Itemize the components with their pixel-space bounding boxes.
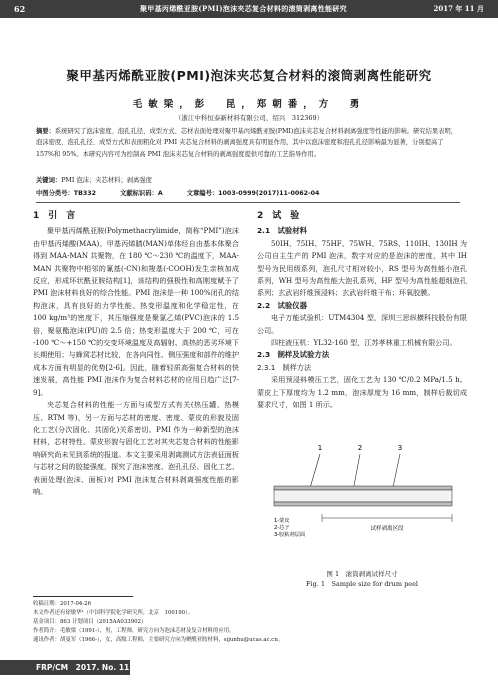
legend-core: 2-芯子 (274, 525, 290, 531)
keywords-label: 关键词： (36, 177, 62, 184)
top-skin (274, 486, 452, 490)
abstract-label: 摘要： (36, 128, 55, 135)
footnote-received: 收稿日期：2017-04-26 (33, 601, 92, 607)
section-2-1-heading: 2.1 试验材料 (257, 226, 308, 236)
intro-paragraph-2: 夹芯复合材料的性能一方面与成型方式有关(热压罐、热模压、RTM 等)，另一方面与芯材的密度、密度、蒙皮的形貌及固化工艺(分次固化、共固化)关系密切。PMI 作为一种新型的泡沫材料，芯材特性、蒙皮形貌与固化工艺对其夹芯复合材料的性能影响研究尚未见到系统的报道。本文主要采用剥离测试方法表征面板与芯材之间的胶接强度，探究了泡沫密度、泡孔孔径、固化工艺、表面处理(泡沫、面板)对 PMI 泡沫复合材料剥离强度性能的影响。 (33, 400, 239, 496)
footnote-coauthor: 本文作者还有徐敏华¹（中国科学院化学研究所，北京 100190）。 (33, 610, 194, 616)
running-title: 聚甲基丙烯酰亚胺(PMI)泡沫夹芯复合材料的滚筒剥离性能研究 (140, 4, 347, 13)
instrument-paragraph-1: 电子万能试验机：UTM4304 型，深圳三思纵横科技股份有限公司。 (257, 313, 467, 335)
footnote-funding: 基金项目：863 计划项目（2015AA033902） (33, 619, 147, 625)
abstract-text: 系统研究了泡沫密度、泡孔孔径、成型方式、芯材表面处理对聚甲基丙烯酰亚胺(PMI)泡沫夹芯复合材料剥离强度等性能的影响。研究结果表明，泡沫密度、泡孔孔径、成型方式和表面粗化对 PMI 夹芯复合材料的剥离强度具有明显作用，其中以泡沫密度和泡孔孔径影响最为显著，分别提高了 157%和 95%。本研究内容可为控制高 PMI 泡沫夹芯复合材料的剥离强度提供可靠的工艺指导作用。 (36, 128, 458, 158)
footnote-author-bio: 作者简介：毛敏梁（1991-），男，工程师，研究方向为泡沫芯材及复合材料的应用。 (33, 628, 235, 634)
sample-prep-paragraph: 采用预浸料模压工艺，固化工艺为 130 ℃/0.2 MPa/1.5 h。蒙皮上下厚度均为 1.2 mm，泡沫厚度为 16 mm，制样后裁切成要求尺寸，如图 1 所示。 (257, 375, 467, 410)
affiliation: （浙江中科恒泰新材料有限公司，绍兴 312369） (174, 114, 324, 122)
article-title: 聚甲基丙烯酰亚胺(PMI)泡沫夹芯复合材料的滚筒剥离性能研究 (66, 68, 432, 83)
callout-2: 2 (357, 444, 363, 452)
section-2-3-heading: 2.3 制样及试验方法 (257, 350, 330, 360)
peel-region-label: 试样剥离区段 (370, 526, 404, 532)
keywords (36, 175, 460, 184)
classification-line (36, 188, 460, 197)
figure-caption-cn: 图 1 滚筒剥离试样尺寸 (326, 570, 398, 578)
instrument-paragraph-2: 四柱液压机：YL32-160 型，江苏孝林重工机械有限公司。 (271, 338, 457, 348)
section-1-heading: 1 引 言 (33, 211, 76, 221)
footnote-contact: 通讯作者：胡曼军（1966-），女，高级工程师，主要研究方向为聚酰亚胺材料，sijunhu@ucas.ac.cn。 (33, 637, 284, 643)
abstract-divider (36, 202, 460, 203)
keywords-text: PMI 泡沫；夹芯材料；剥离强度 (61, 177, 152, 184)
author-list: 毛敏梁，彭 昆，郑朝番，方 勇 (132, 99, 366, 110)
callout-1: 1 (317, 444, 323, 452)
clc-number: 中图分类号：TB332 (36, 190, 97, 197)
legend-adhesive: 3-胶粘剂层面 (274, 532, 306, 538)
figure-caption (257, 569, 467, 589)
section-2-heading: 2 试 验 (257, 211, 300, 221)
abstract (36, 126, 460, 160)
footnote-divider (33, 596, 133, 597)
intro-paragraph-1: 聚甲基丙烯酰亚胺(Polymethacrylimide，简称“PMI”)泡沫由甲基丙烯酸(MAA)、甲基丙烯腈(MAN)单体经自由基本体聚合得到 MAA-MAN 共聚物，在 180 ℃～230 ℃的温度下，MAA-MAN 共聚物中相邻的氰基(-CN)和羧基(-COOH)发生亲核加成反应，形成环状酰亚胺结构[1]，该结构的强极性和高刚度赋予了 PMI 泡沫材料良好的综合性能。PMI 泡沫是一种 100%闭孔的结构泡沫，具有良好的力学性能、热变形温度和化学稳定性，在 100 kg/m³的密度下，其压缩强度是聚氯乙烯(PVC)泡沫的 1.5 倍，聚氨酯泡沫(PU)的 2.5 倍；热变形温度大于 200 ℃，可在 -100 ℃～+150 ℃的交变环境温度及高辐射、高热的恶劣环境下长期使用；与蜂窝芯材比较，在各向同性、侧压强度和部件的维护成本方面有明显的优势[2-6]。因此，随着轻质高强复合材料的快速发展，高性能 PMI 泡沫作为复合材料芯材的应用日趋广泛[7-9]。 (33, 226, 239, 397)
document-code: 文献标识码：A (120, 190, 163, 197)
section-2-2-heading: 2.2 试验仪器 (257, 300, 308, 310)
right-column (257, 210, 467, 412)
issue-date: 2017 年 11 月 (433, 4, 484, 13)
figure-caption-en: Fig. 1 Sample size for drum peel (305, 580, 419, 588)
foam-core (274, 490, 452, 502)
running-header (0, 0, 498, 18)
left-column (33, 210, 239, 498)
sample-size-figure (262, 434, 462, 564)
running-footer: FRP/CM 2017. No. 11 (0, 660, 130, 675)
bottom-skin (274, 502, 452, 506)
callout-3: 3 (397, 444, 403, 452)
section-2-3-1-heading: 2.3.1 制样方法 (257, 362, 312, 372)
legend-skin: 1-蒙皮 (274, 518, 290, 524)
materials-paragraph: 50IH、75IH、75HF、75WH、75RS、110IH、130IH 为公司自主生产的 PMI 泡沫，数字对应的是泡沫的密度，其中 IH 型号为民用级系列，泡孔尺寸相对较小，RS 型号为高性能小泡孔系列，WH 型号为高性能大泡孔系列，HF 型号为高性能超细泡孔系列；玄武岩纤维预浸料；玄武岩纤维干布；环氧胶膜。 (257, 238, 467, 298)
callout-leader-1 (310, 454, 320, 488)
page-number: 62 (14, 4, 26, 14)
article-id: 文章编号：1003-0999(2017)11-0062-04 (186, 190, 320, 197)
